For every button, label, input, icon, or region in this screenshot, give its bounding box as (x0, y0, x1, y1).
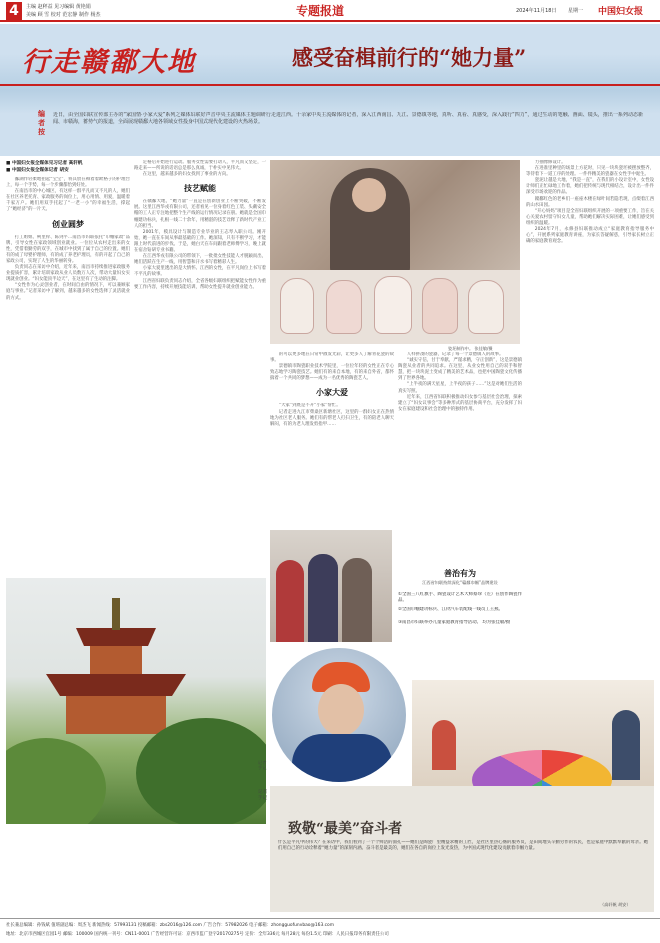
pavilion-spire (112, 598, 120, 630)
col4-paragraph: “上半夜的满天星星，上半夜的孩子……”这是对她们生活的真实写照。 (398, 382, 522, 394)
portrait-caption: 记者手记 (258, 760, 267, 770)
col1-paragraph: 打工姐姐、柯里梓、陈剑平...南昌市妇联依托“巾帼家政”品牌，引导女性在家政领域创业就业。一位位从农村走出来的女性，凭借着勤劳的双手，在城市中找到了属于自己的位置。她们有的成了母婴护理师，有的成了养老护理员，有的开起了自己的家政公司，实现了人生的华丽转身。 (6, 234, 130, 264)
col4-paragraph: “诚实守信，甘于奉献，严谨求精，守正创新”，这是景德镇陶瓷从业者的共同追求。在这里，从业女性用自己的双手和智慧，把一块块泥土变成了精美的艺术品，也把中国陶瓷文化传播到了世界各地。 (398, 358, 522, 382)
column-5 (526, 160, 654, 675)
col2-text-2 (134, 199, 266, 290)
sidebar-label: 记者手记 (258, 790, 268, 801)
editor-note: 近日，由全国妇联宣传部主办的“家国情·小家大爱”系列之媒体妇联好声音中央主流媒体主题调研行走进江西。十余家中央主流媒体的记者，深入江西南昌、九江、景德镇等地，真听、真看、真感受，深入践行“四力”，通过生动的笔触、画面、镜头，推出一系列动态新闻、市赣海，蓄势气的报道，全面展现赣鄱大地各领域女性投身中国式现代化建设的火热场景。 (53, 112, 643, 125)
col4-paragraph: 近年来，江西省妇联积极推动妇女参与基层社会治理，探索建立了“妇女议事会”等多种形式的基层协商平台，充分发挥了妇女在家庭建设和社会治理中的独特作用。 (398, 394, 522, 412)
col3-text (270, 352, 394, 382)
tree-canopy (6, 738, 106, 824)
col2-paragraph: 在赣鄱大地，“她力量”一直是在创新创业上不断突破，不断发展。这里江西华戎有限公司，还者看见一位身着红色工装、头戴安全帽的工人正专注地把整个生产线的运行情况记录在册。她就是全国巾帼建功标兵，扎根一线二十余年，用精湛的技艺诠释了新时代产业工人的担当。 (134, 199, 266, 229)
vase-4 (422, 278, 458, 334)
col5-paragraph: 2024年7月，永修县妇联推动成立“家庭教育指导服务中心”，开展系列家庭教育讲座，为家长答疑解惑，引导家长树立正确的家庭教育观念。 (526, 227, 654, 245)
col2-paragraph: 2001年，模具设计与制造专业毕业的王志琴入职公司。刚开始，她一直在车间从事最基础的工作。她深知，只有不断学习，才能跟上时代前进的步伐。于是，她白天在车间跟着老师傅学习，晚上就在宿舍钻研专业书籍。 (134, 229, 266, 254)
byline-2: ■ 中国妇女报全媒体记者 胡安 (6, 168, 69, 173)
col2-paragraph: 江西省妇联负责同志介绍，全省各级妇联组织把赋能女性作为重要工作内容，持续开展技能培训，帮助女性提升就业创业能力。 (134, 278, 266, 290)
issue-weekday: 星期一 (568, 8, 584, 14)
col5-text (526, 160, 654, 245)
face (318, 684, 364, 736)
banner-title-left: 行走赣鄱大地 (22, 47, 196, 78)
col1-paragraph: “女性作为心灵创业者，在时间自由的情况下，可以兼顾家庭与事业。”记者采访中了解到，越来越多的女性选择了灵活就业的方式。 (6, 283, 130, 301)
staff-line-1: 主编 赵秤益 见习编辑 黄艳娟 (26, 4, 91, 10)
col5-paragraph: 在进准里种里的场景上方花时，只见一块块瓷坯被摆放整齐，等待着下一道工序的处理。一件件精美的瓷器在女性手中诞生。 (526, 166, 654, 178)
pottery-photo (270, 160, 520, 344)
photo-note: ③南昌市妇联举办儿童家庭教育指导活动。 均为张佳敏/摄 (398, 620, 511, 625)
byline-1: ■ 中国妇女报全媒体见习记者 高轩帆 (6, 161, 83, 166)
pavilion-roof-mid (46, 674, 186, 696)
col3-paragraph: 的可以更多地在日常中散发光彩，让更多人了解青花瓷的故事。 (270, 352, 394, 364)
pavilion-photo (6, 578, 266, 824)
potter-face (352, 178, 386, 212)
column-3 (270, 352, 394, 527)
paper-name: 中国妇女报 (598, 7, 644, 17)
vase-2 (326, 280, 362, 334)
col2-text (134, 160, 266, 178)
sidebar-box (258, 786, 654, 912)
sidebar-author: （高轩帆 胡安） (600, 902, 631, 907)
vase-1 (280, 278, 314, 334)
section-title: 专题报道 (296, 4, 345, 18)
col2-paragraph: 小家大爱里透出的是大情怀。江西的女性，在平凡岗位上书写着不平凡的故事。 (134, 266, 266, 278)
photo-notes (398, 592, 522, 638)
pottery-photo-caption: 瓷坯制作中。 张佳敏/摄 (448, 346, 493, 351)
staff-line-2: 美编 顾 雪 校对 范宏静 制作 杨杰 (26, 12, 101, 18)
sidebar-title: 致敬“最美”奋斗者 (288, 821, 403, 837)
editor-note-label: 编者按 (38, 110, 45, 136)
column-2 (134, 160, 266, 575)
col5-paragraph: 赣鄱红色的老乡们一座座木楼在绿叶间若隐若现，点缀着江西的山水田园。 (526, 196, 654, 208)
col5-paragraph: “开心妈妈”项目是全省妇联组织开展的一项重要工作，旨在关心关爱农村留守妇女儿童，帮助她们解决实际困难，让她们感受到组织的温暖。 (526, 208, 654, 226)
banner-headline: 感受奋楫前行的“她力量” (292, 45, 527, 70)
column-4 (398, 352, 522, 527)
col3-paragraph: 记者走进九江市柴桑区新塘社区，这里的一群妇女正在热情地为社区老人服务。她们有的帮老人打扫卫生，有的陪老人聊天解闷，有的为老人理发剪指甲…… (270, 409, 394, 427)
person-3 (342, 558, 372, 642)
col3-paragraph: 景德镇市陶瓷职业技术学院里，一位位年轻的女性正在专心致志地学习陶瓷技艺。她们有的来自本地，有的来自外省，都怀揣着一个共同的梦想——成为一名优秀的陶瓷艺人。 (270, 364, 394, 382)
footer (0, 918, 660, 943)
person-2 (308, 554, 338, 642)
col2-subhead: 技艺赋能 (184, 184, 216, 194)
col2-paragraph: 在江西华戎有限公司的带领下，一批批女性技能人才脱颖而出，她们活跃在生产一线，用智慧和汗水书写着精彩人生。 (134, 254, 266, 266)
pavilion-body-mid (66, 696, 166, 734)
col4-paragraph: 人样拼凑的瓷器，记录了每一个景德镇人的故事。 (406, 352, 504, 357)
issue-date: 2024年11月18日 (516, 8, 557, 14)
vase-3 (374, 276, 412, 334)
child-figure (432, 720, 456, 770)
col2-paragraph: 定格后开始进行运动。服务女性需要打动人，平凡而又坚定，一路走来——所说的话语总是那么真诚，于朴实中见伟大。 (134, 160, 266, 172)
col5-paragraph: 瓷泥让越是大地，“我是一直”，在我们的小设计室中，女性设计师们正忙碌地工作着，她们把传统与现代相结合，设计出一件件深受市场欢迎的作品。 (526, 178, 654, 196)
adult-figure (612, 710, 640, 780)
sidebar-body: 什么是平凡中的伟大？在采访中，我们看到了一个个鲜活的面孔——她们是陶瓷厂里精益求精的工匠，是社区里热心肠的服务员，是田间地头辛勤劳作的农民，也是家庭中默默奉献的母亲。她们用自己的行动诠释着“她力量”的深刻内涵。奋斗者是最美的，她们在各自的岗位上发光发热，为中国式现代化建设贡献着巾帼力量。 (278, 840, 648, 852)
col4-subline: 江西省妇联持续深化“赣鄱巾帼”品牌建设 (422, 580, 498, 585)
col4-text (398, 352, 522, 413)
masthead (0, 0, 660, 22)
group-photo (270, 530, 392, 642)
banner-red-rule (0, 84, 660, 86)
portrait-photo (270, 646, 408, 784)
pavilion-roof-top (76, 628, 156, 646)
col4-subhead: 善治有为 (444, 569, 476, 578)
column-1 (6, 160, 130, 575)
col3-subhead: 小家大爱 (316, 388, 348, 398)
col1-paragraph: 在南昌市的中心城区，有这样一群平凡而又不凡的人，她们在社区养老托育、家政服务的岗位上，用心用情、用爱，温暖着千家万户。她们用双手托起了“一老一小”的幸福生活，撑起了“她经济”的一片天。 (6, 189, 130, 213)
col1-text-2 (6, 235, 130, 302)
col1-intro: 鄱湖作轻柔地拍起“宝宝”，将其放在褥着着欧格子的护理台上，每一个手势，每一个步骤都恰到好处。 (6, 177, 130, 189)
col5-paragraph: 力抽像修设计。 (534, 160, 566, 165)
person-1 (276, 560, 304, 642)
pavilion-body-top (90, 646, 142, 674)
col3-paragraph: “大家”到底是不开“小家”帮忙。 (278, 403, 341, 409)
tree-canopy (136, 718, 266, 824)
col1-text (6, 177, 130, 214)
uniform (292, 734, 392, 784)
col1-paragraph: 负责同志在采访中介绍，近年来，南昌市持续推进家政服务业提质扩容，累计培训家政从业人员数万人次，带动大量妇女实现就业创业。“妇女能顶半边天”，在这里有了生动的注脚。 (6, 265, 130, 283)
vase-5 (468, 280, 504, 334)
page-number: 4 (6, 2, 22, 20)
col1-subhead: 创业圆梦 (52, 219, 84, 229)
banner (0, 24, 660, 156)
footer-line-1: 社长兼总编辑：孙钱斌 值班副总编：周杰飞 新闻热线：57993131 投稿邮箱：zbs2016@126.com 广告合作：57982026 电子邮箱：zhongguofunvbao@163.com (6, 923, 335, 928)
photo-note: ①全国三八红旗手、陶瓷设计艺术大师蔡珍（左）在创作陶瓷作品。 (398, 592, 522, 604)
photo-note: ②全国巾帼建功标兵、江铃汽车装配线一线员工王燕。 (398, 607, 503, 612)
col3-text-2 (270, 403, 394, 427)
footer-line-2: 地址：北京市西城区官园1号 邮编：100009 国内统一刊号：CN11-0001 广告经营许可证：京西市监广登字20170275号 定价：全年336元 每月28元 每份1.5元 印刷：人民日报印务有限责任公司 (6, 932, 389, 937)
col2-paragraph: 在这里，越来越多的妇女找到了事业的方向。 (142, 172, 231, 178)
